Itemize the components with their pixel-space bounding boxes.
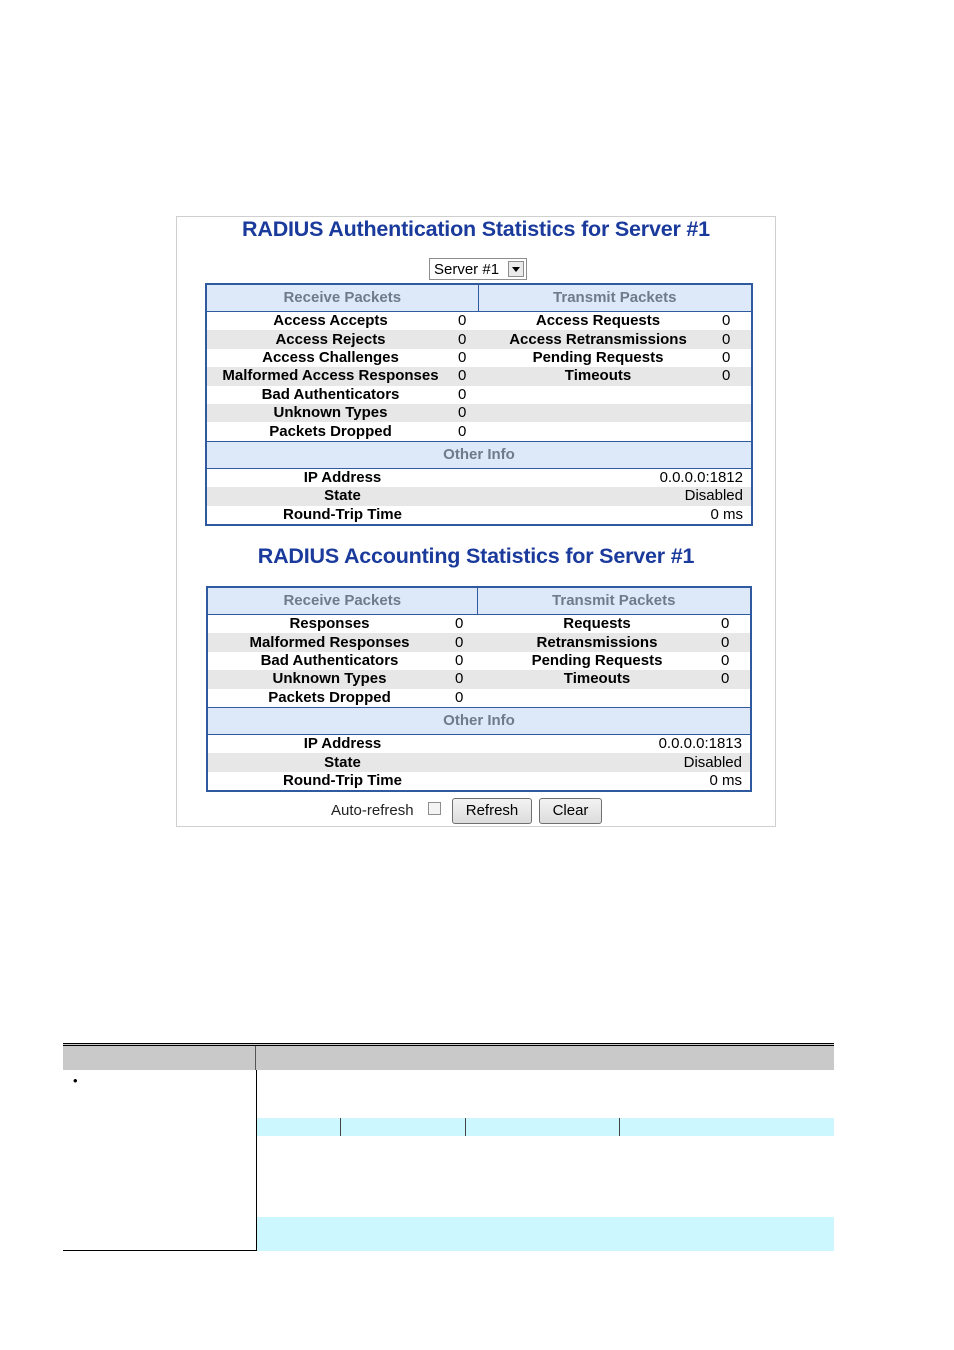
- transmit-value: 0: [722, 348, 731, 366]
- receive-label: Malformed Responses: [207, 633, 451, 651]
- receive-label: Malformed Access Responses: [206, 367, 454, 385]
- transmit-value: 0: [721, 615, 730, 633]
- refresh-button[interactable]: Refresh: [452, 798, 532, 824]
- transmit-label: [478, 386, 718, 404]
- doc-cell-divider: [619, 1118, 620, 1136]
- receive-value: 0: [455, 615, 464, 633]
- transmit-label: Requests: [563, 615, 631, 633]
- other-info-label: IP Address: [303, 468, 382, 486]
- transmit-value: 0: [717, 633, 751, 651]
- other-info-label: Round-Trip Time: [283, 505, 402, 523]
- acct-transmit-header: Transmit Packets: [477, 587, 751, 615]
- transmit-value: 0: [722, 312, 731, 330]
- doc-cell-divider: [465, 1118, 466, 1136]
- transmit-value: 0: [718, 367, 752, 385]
- transmit-value: [718, 386, 752, 404]
- auth-receive-header: Receive Packets: [206, 284, 478, 312]
- other-info-label: State: [206, 487, 478, 505]
- receive-label: Packets Dropped: [269, 422, 392, 440]
- transmit-value: [718, 422, 752, 441]
- stats-row: [207, 615, 751, 634]
- receive-value: 0: [458, 422, 467, 440]
- transmit-label: Timeouts: [478, 367, 718, 385]
- other-info-label: IP Address: [303, 735, 382, 753]
- doc-left-cell: [63, 1070, 256, 1251]
- other-info-value: 0.0.0.0:1812: [659, 468, 743, 486]
- receive-label: Bad Authenticators: [260, 651, 399, 669]
- auth-transmit-header: Transmit Packets: [478, 284, 752, 312]
- auto-refresh-label: Auto-refresh: [331, 802, 414, 819]
- transmit-label: Retransmissions: [477, 633, 717, 651]
- receive-value: 0: [455, 688, 464, 706]
- transmit-label: [478, 422, 718, 441]
- other-info-value: Disabled: [477, 753, 751, 771]
- doc-highlight-block: [257, 1217, 834, 1251]
- auth-other-info-header: Other Info: [206, 441, 752, 468]
- doc-table-header: [63, 1043, 834, 1070]
- transmit-label: Pending Requests: [531, 651, 663, 669]
- transmit-value: [717, 689, 751, 708]
- stats-row: [207, 689, 751, 708]
- other-info-label: State: [207, 753, 477, 771]
- stats-row: [206, 367, 752, 385]
- other-info-value: Disabled: [478, 487, 752, 505]
- stats-row: [206, 404, 752, 422]
- doc-header-divider: [255, 1046, 256, 1070]
- stats-row: [207, 633, 751, 651]
- receive-value: 0: [454, 367, 478, 385]
- stats-row: [207, 670, 751, 688]
- auto-refresh-checkbox[interactable]: [428, 802, 441, 815]
- stats-row: [206, 312, 752, 331]
- transmit-label: [478, 404, 718, 422]
- receive-label: Unknown Types: [207, 670, 451, 688]
- stats-row: [206, 330, 752, 348]
- other-info-row: [207, 753, 751, 771]
- receive-label: Packets Dropped: [268, 688, 391, 706]
- server-select-value: Server #1: [434, 261, 500, 278]
- clear-button[interactable]: Clear: [539, 798, 602, 824]
- other-info-row: [207, 772, 751, 791]
- other-info-row: [206, 506, 752, 525]
- other-info-value: 0 ms: [709, 771, 742, 789]
- receive-value: 0: [454, 404, 478, 422]
- stats-row: [206, 422, 752, 441]
- doc-cell-divider: [340, 1118, 341, 1136]
- receive-value: 0: [451, 670, 477, 688]
- receive-value: 0: [451, 633, 477, 651]
- acct-other-info-header: Other Info: [207, 707, 751, 734]
- transmit-value: [718, 404, 752, 422]
- transmit-label: Timeouts: [477, 670, 717, 688]
- receive-label: Responses: [289, 615, 370, 633]
- receive-value: 0: [458, 312, 467, 330]
- other-info-row: [207, 734, 751, 753]
- other-info-row: [206, 487, 752, 505]
- transmit-label: Pending Requests: [532, 348, 664, 366]
- receive-value: 0: [455, 651, 464, 669]
- chevron-down-icon[interactable]: [508, 261, 524, 277]
- auth-title: RADIUS Authentication Statistics for Server #1: [242, 217, 710, 241]
- doc-bullet: •: [73, 1073, 78, 1088]
- receive-label: Access Rejects: [206, 330, 454, 348]
- server-select[interactable]: [429, 258, 527, 280]
- receive-label: Unknown Types: [206, 404, 454, 422]
- auth-stats-table: [205, 283, 753, 526]
- radius-statistics-panel: [176, 216, 776, 827]
- transmit-label: Access Retransmissions: [478, 330, 718, 348]
- receive-label: Access Accepts: [273, 312, 388, 330]
- other-info-label: Round-Trip Time: [283, 771, 402, 789]
- transmit-value: 0: [717, 670, 751, 688]
- stats-row: [206, 349, 752, 367]
- acct-receive-header: Receive Packets: [207, 587, 477, 615]
- doc-highlight-row: [257, 1118, 834, 1136]
- stats-row: [206, 386, 752, 404]
- transmit-value: 0: [718, 330, 752, 348]
- transmit-value: 0: [721, 651, 730, 669]
- other-info-row: [206, 468, 752, 487]
- receive-value: 0: [454, 330, 478, 348]
- receive-label: Access Challenges: [262, 348, 399, 366]
- acct-title: RADIUS Accounting Statistics for Server #1: [257, 544, 695, 568]
- other-info-value: 0.0.0.0:1813: [658, 735, 742, 753]
- transmit-label: [477, 689, 717, 708]
- receive-value: 0: [458, 385, 467, 403]
- acct-stats-table: [206, 586, 752, 792]
- controls-bar: [177, 797, 775, 825]
- other-info-value: 0 ms: [710, 505, 743, 523]
- stats-row: [207, 652, 751, 670]
- transmit-label: Access Requests: [535, 312, 661, 330]
- receive-value: 0: [458, 348, 467, 366]
- receive-label: Bad Authenticators: [261, 385, 400, 403]
